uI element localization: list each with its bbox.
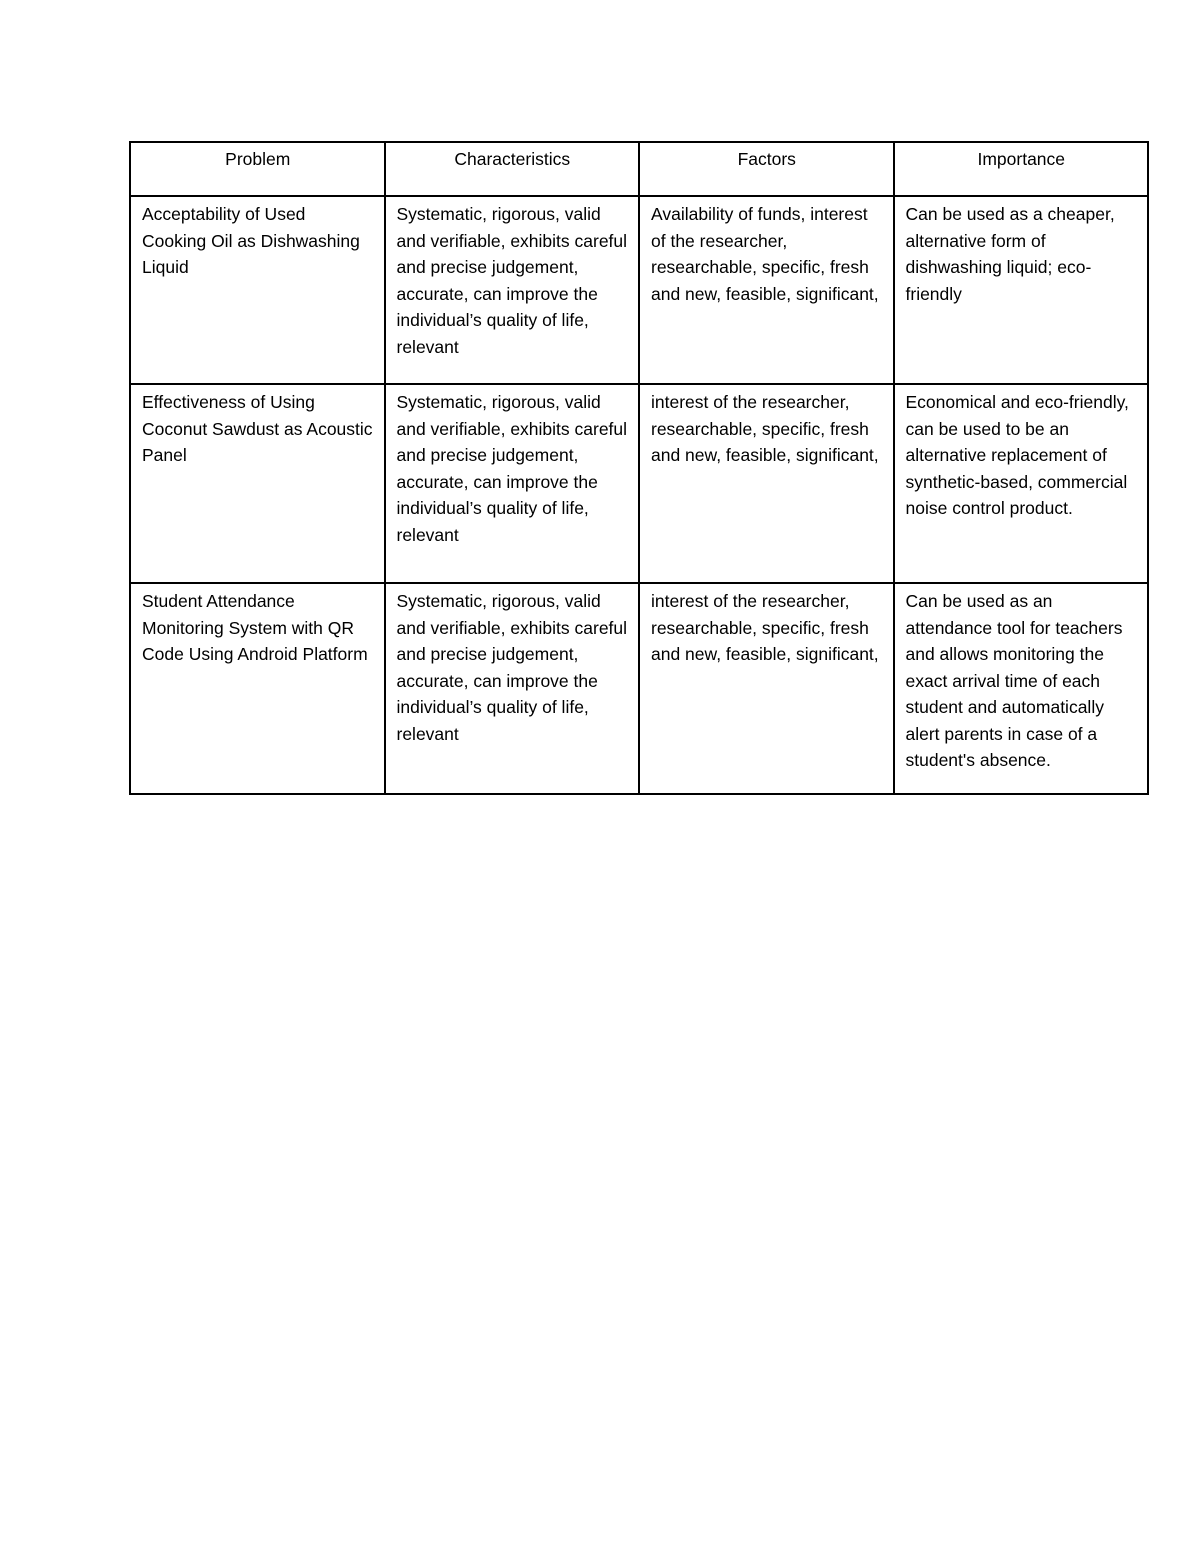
table-row [130, 196, 1148, 384]
cell-factors: interest of the researcher, researchable, specific, fresh and new, feasible, significant, [639, 583, 894, 794]
header-factors: Factors [639, 142, 894, 196]
cell-factors: Availability of funds, interest of the researcher, researchable, specific, fresh and new, feasible, significant, [639, 196, 894, 384]
cell-importance: Can be used as an attendance tool for teachers and allows monitoring the exact arrival time of each student and automatically alert parents in case of a student's absence. [894, 583, 1149, 794]
cell-problem: Effectiveness of Using Coconut Sawdust as Acoustic Panel [130, 384, 385, 583]
header-characteristics: Characteristics [385, 142, 640, 196]
header-importance: Importance [894, 142, 1149, 196]
table-row [130, 384, 1148, 583]
cell-characteristics: Systematic, rigorous, valid and verifiable, exhibits careful and precise judgement, accurate, can improve the individual’s quality of life, relevant [385, 196, 640, 384]
cell-characteristics: Systematic, rigorous, valid and verifiable, exhibits careful and precise judgement, accurate, can improve the individual’s quality of life, relevant [385, 384, 640, 583]
table-row [130, 583, 1148, 794]
cell-importance: Economical and eco-friendly, can be used to be an alternative replacement of synthetic-based, commercial noise control product. [894, 384, 1149, 583]
cell-factors: interest of the researcher, researchable, specific, fresh and new, feasible, significant, [639, 384, 894, 583]
cell-problem: Student Attendance Monitoring System with QR Code Using Android Platform [130, 583, 385, 794]
header-problem: Problem [130, 142, 385, 196]
cell-characteristics: Systematic, rigorous, valid and verifiable, exhibits careful and precise judgement, accurate, can improve the individual’s quality of life, relevant [385, 583, 640, 794]
table-header-row [130, 142, 1148, 196]
cell-problem: Acceptability of Used Cooking Oil as Dishwashing Liquid [130, 196, 385, 384]
research-problems-table [129, 141, 1149, 795]
cell-importance: Can be used as a cheaper, alternative form of dishwashing liquid; eco-friendly [894, 196, 1149, 384]
